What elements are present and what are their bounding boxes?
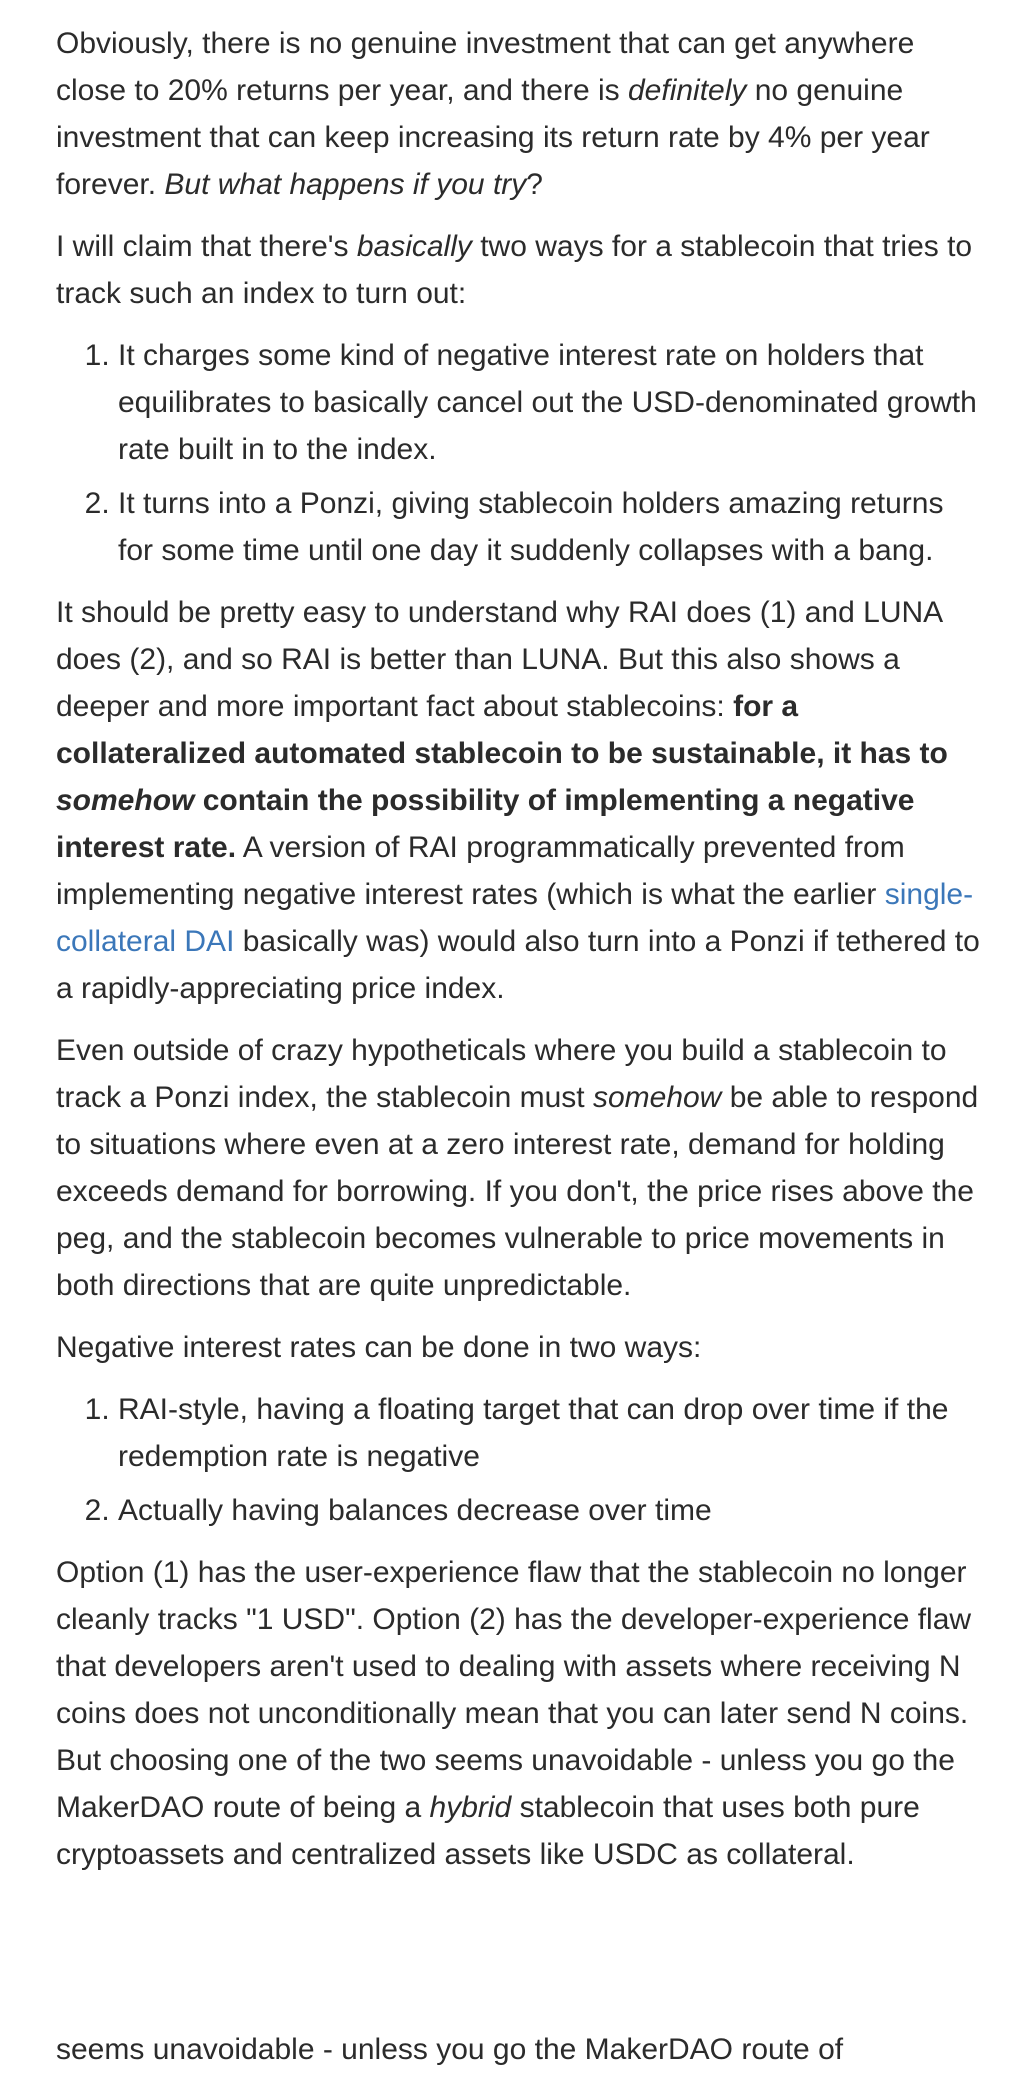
list-item: 2. Actually having balances decrease over time [118, 1487, 986, 1534]
emphasis-definitely: definitely [627, 74, 747, 107]
bold-claim: for a collateralized automated stablecoin to be sustainable, it has to somehow contain the possibility of implementing a negative interest rate. [56, 690, 948, 864]
paragraph-6: Option (1) has the user-experience flaw that the stablecoin no longer cleanly tracks "1 USD". Option (2) has the developer-experience flaw that developers aren't used to dealing with assets where receiving N coins does not unconditionally mean that you can later send N coins. But choosing one of the two seems unavoidable - unless you go the MakerDAO route of being a hybrid stablecoin that uses both pure cryptoassets and centralized assets like USDC as collateral. [56, 1556, 972, 1871]
list-item: 1. It charges some kind of negative interest rate on holders that equilibrates to basically cancel out the USD-denominated growth rate built in to the index. [118, 332, 986, 473]
cut-off-text-line: seems unavoidable - unless you go the MakerDAO route of [56, 2033, 844, 2066]
emphasis-somehow: somehow [592, 1081, 722, 1114]
paragraph-3: It should be pretty easy to understand why RAI does (1) and LUNA does (2), and so RAI is better than LUNA. But this also shows a deeper and more important fact about stablecoins: for a collateralized automated stablecoin to be sustainable, it has to somehow contain the possibility of implementing a negative interest rate. A version of RAI programmatically prevented from implementing negative interest rates (which is what the earlier single-collateral DAI basically was) would also turn into a Ponzi if tethered to a rapidly-appreciating price index. [56, 596, 980, 1005]
outcomes-list [56, 332, 986, 574]
paragraph-4: Even outside of crazy hypotheticals where you build a stablecoin to track a Ponzi index, the stablecoin must somehow be able to respond to situations where even at a zero interest rate, demand for holding exceeds demand for borrowing. If you don't, the price rises above the peg, and the stablecoin becomes vulnerable to price movements in both directions that are quite unpredictable. [56, 1034, 979, 1302]
paragraph-5: Negative interest rates can be done in two ways: [56, 1331, 702, 1364]
paragraph-1: Obviously, there is no genuine investment that can get anywhere close to 20% returns per year, and there is definitely no genuine investment that can keep increasing its return rate by 4% per year forever. But what happens if you try? [56, 27, 930, 201]
emphasis-basically: basically [356, 230, 472, 263]
article-body [56, 20, 986, 1893]
paragraph-2: I will claim that there's basically two ways for a stablecoin that tries to track such an index to turn out: [56, 230, 973, 310]
negative-rate-methods-list [56, 1386, 986, 1534]
list-item: 1. RAI-style, having a floating target that can drop over time if the redemption rate is negative [118, 1386, 986, 1480]
emphasis-question: But what happens if you try [164, 168, 527, 201]
emphasis-hybrid: hybrid [429, 1791, 512, 1824]
single-collateral-dai-link[interactable]: single-collateral DAI [56, 878, 974, 958]
list-item: 2. It turns into a Ponzi, giving stablecoin holders amazing returns for some time until one day it suddenly collapses with a bang. [118, 480, 986, 574]
